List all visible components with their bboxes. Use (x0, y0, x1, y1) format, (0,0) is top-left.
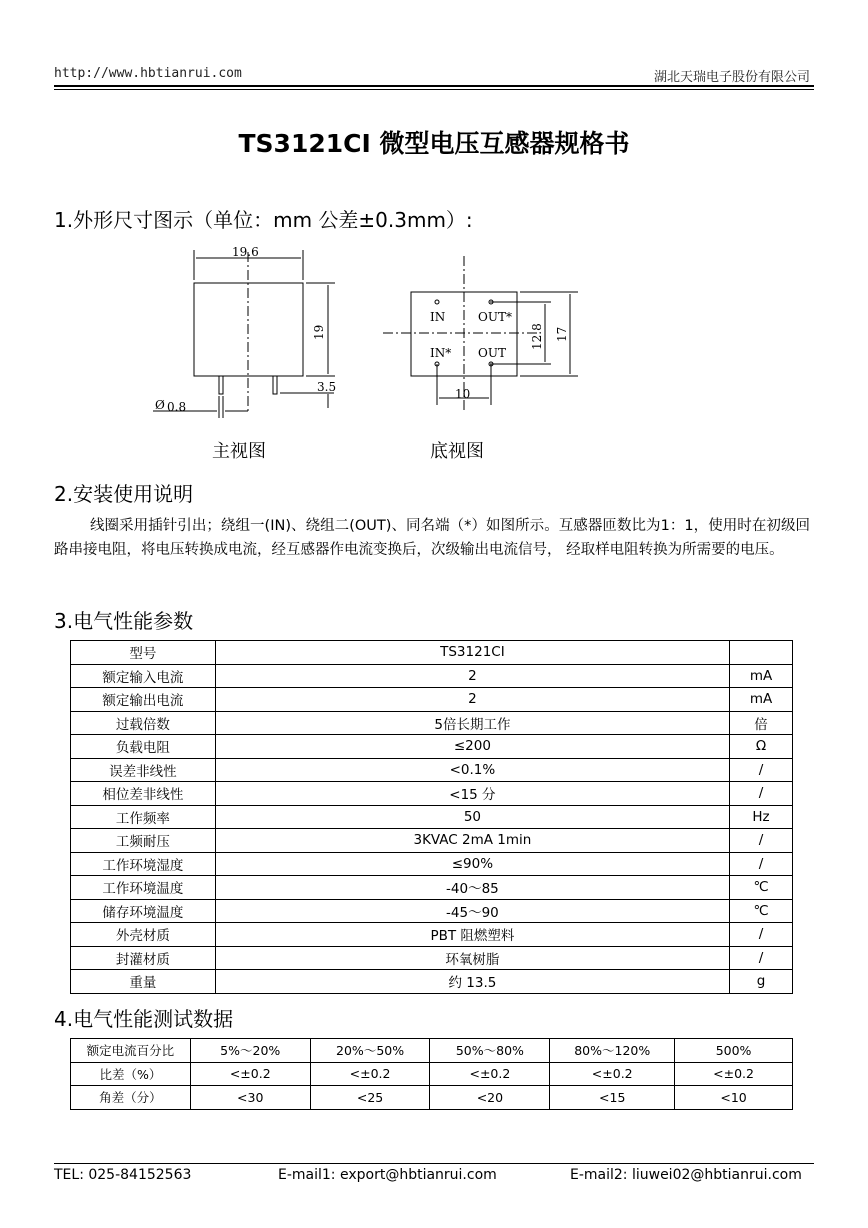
table-cell: 2 (215, 664, 729, 688)
table-cell: <15 分 (215, 782, 729, 806)
table-cell: 型号 (71, 641, 216, 665)
table-cell: 重量 (71, 970, 216, 994)
table-row (71, 805, 793, 829)
dia-symbol: Ø (155, 398, 165, 412)
dim-pin-length: 3.5 (317, 380, 337, 394)
dim-pitch-h: 10 (455, 387, 471, 401)
footer-email1[interactable]: E-mail1: export@hbtianrui.com (278, 1167, 497, 1183)
electrical-params-table (70, 640, 793, 994)
table-cell: 工作频率 (71, 805, 216, 829)
table-row (71, 1086, 793, 1110)
table-cell: PBT 阻燃塑料 (215, 923, 729, 947)
table-cell: 50%～80% (430, 1039, 550, 1063)
table-row (71, 852, 793, 876)
table-cell: TS3121CI (215, 641, 729, 665)
table-cell: 工频耐压 (71, 829, 216, 853)
table-cell: mA (730, 688, 793, 712)
table-cell: 3KVAC 2mA 1min (215, 829, 729, 853)
table-row (71, 946, 793, 970)
pin-label-in: IN (430, 310, 446, 324)
pin-label-out: OUT (478, 346, 506, 360)
table-row (71, 758, 793, 782)
table-cell: g (730, 970, 793, 994)
table-cell (730, 641, 793, 665)
table-cell: -45～90 (215, 899, 729, 923)
table-cell: 倍 (730, 711, 793, 735)
header-company: 湖北天瑞电子股份有限公司 (653, 70, 810, 85)
table-cell: 5倍长期工作 (215, 711, 729, 735)
dim-pin-dia: 0.8 (167, 400, 187, 414)
install-instructions: 线圈采用插针引出；绕组一(IN)、绕组二(OUT)、同名端（*）如图所示。互感器匝数比为1：1，使用时在初级回路串接电阻，将电压转换成电流，经互感器作电流变换后，次级输出电流信号， 经取样电阻转换为所需要的电压。 (54, 518, 810, 558)
table-cell: 工作环境温度 (71, 876, 216, 900)
page-title: TS3121CI 微型电压互感器规格书 (238, 129, 630, 158)
table-cell: / (730, 758, 793, 782)
table-cell: 额定电流百分比 (71, 1039, 191, 1063)
table-row (71, 970, 793, 994)
table-cell: 环氧树脂 (215, 946, 729, 970)
footer-divider (54, 1163, 814, 1164)
table-cell: <30 (190, 1086, 310, 1110)
table-row (71, 899, 793, 923)
table-cell: <±0.2 (550, 1062, 675, 1086)
table-cell: / (730, 946, 793, 970)
table-cell: 约 13.5 (215, 970, 729, 994)
table-cell: 额定输入电流 (71, 664, 216, 688)
table-cell: <10 (675, 1086, 793, 1110)
table-cell: <±0.2 (310, 1062, 430, 1086)
table-cell: -40～85 (215, 876, 729, 900)
table-cell: 50 (215, 805, 729, 829)
table-row (71, 711, 793, 735)
table-cell: ℃ (730, 876, 793, 900)
table-cell: 相位差非线性 (71, 782, 216, 806)
table-cell: Hz (730, 805, 793, 829)
header-url[interactable]: http://www.hbtianrui.com (54, 66, 242, 81)
table-cell: <±0.2 (190, 1062, 310, 1086)
table-cell: 20%～50% (310, 1039, 430, 1063)
dim-height: 19 (312, 324, 326, 340)
table-cell: <25 (310, 1086, 430, 1110)
table-row (71, 1062, 793, 1086)
table-row (71, 735, 793, 759)
table-cell: / (730, 782, 793, 806)
table-cell: 工作环境湿度 (71, 852, 216, 876)
dimension-drawing (0, 0, 868, 480)
table-cell: <±0.2 (675, 1062, 793, 1086)
table-row (71, 1039, 793, 1063)
dim-bottom-height: 17 (555, 326, 569, 342)
table-cell: / (730, 923, 793, 947)
table-cell: 5%～20% (190, 1039, 310, 1063)
table-cell: 500% (675, 1039, 793, 1063)
section2-heading: 2.安装使用说明 (54, 482, 194, 506)
table-cell: ≤90% (215, 852, 729, 876)
table-cell: <±0.2 (430, 1062, 550, 1086)
table-cell: / (730, 852, 793, 876)
section4-heading: 4.电气性能测试数据 (54, 1007, 234, 1031)
table-cell: <20 (430, 1086, 550, 1110)
table-cell: Ω (730, 735, 793, 759)
test-data-table (70, 1038, 793, 1110)
dim-width: 19.6 (232, 245, 259, 259)
table-cell: <15 (550, 1086, 675, 1110)
table-cell: 外壳材质 (71, 923, 216, 947)
table-row (71, 782, 793, 806)
table-cell: 角差（分） (71, 1086, 191, 1110)
table-row (71, 829, 793, 853)
section1-heading: 1.外形尺寸图示（单位：mm 公差±0.3mm）: (54, 208, 473, 232)
table-row (71, 664, 793, 688)
footer-tel: TEL: 025-84152563 (54, 1167, 192, 1183)
table-row (71, 641, 793, 665)
table-cell: mA (730, 664, 793, 688)
table-row (71, 923, 793, 947)
bottom-view-caption: 底视图 (430, 441, 484, 462)
table-cell: ≤200 (215, 735, 729, 759)
table-cell: / (730, 829, 793, 853)
dim-pitch-v: 12.8 (530, 323, 544, 350)
pin-label-in-star: IN* (430, 346, 452, 360)
table-cell: 封灌材质 (71, 946, 216, 970)
front-view-caption: 主视图 (212, 441, 266, 462)
table-cell: 额定输出电流 (71, 688, 216, 712)
table-cell: 80%～120% (550, 1039, 675, 1063)
pin-label-out-star: OUT* (478, 310, 512, 324)
table-cell: 2 (215, 688, 729, 712)
table-cell: 比差（%） (71, 1062, 191, 1086)
table-cell: 储存环境温度 (71, 899, 216, 923)
table-cell: ℃ (730, 899, 793, 923)
table-cell: 负载电阻 (71, 735, 216, 759)
footer-email2[interactable]: E-mail2: liuwei02@hbtianrui.com (570, 1167, 802, 1183)
section3-heading: 3.电气性能参数 (54, 609, 194, 633)
table-row (71, 688, 793, 712)
table-row (71, 876, 793, 900)
table-cell: <0.1% (215, 758, 729, 782)
table-cell: 过载倍数 (71, 711, 216, 735)
table-cell: 误差非线性 (71, 758, 216, 782)
